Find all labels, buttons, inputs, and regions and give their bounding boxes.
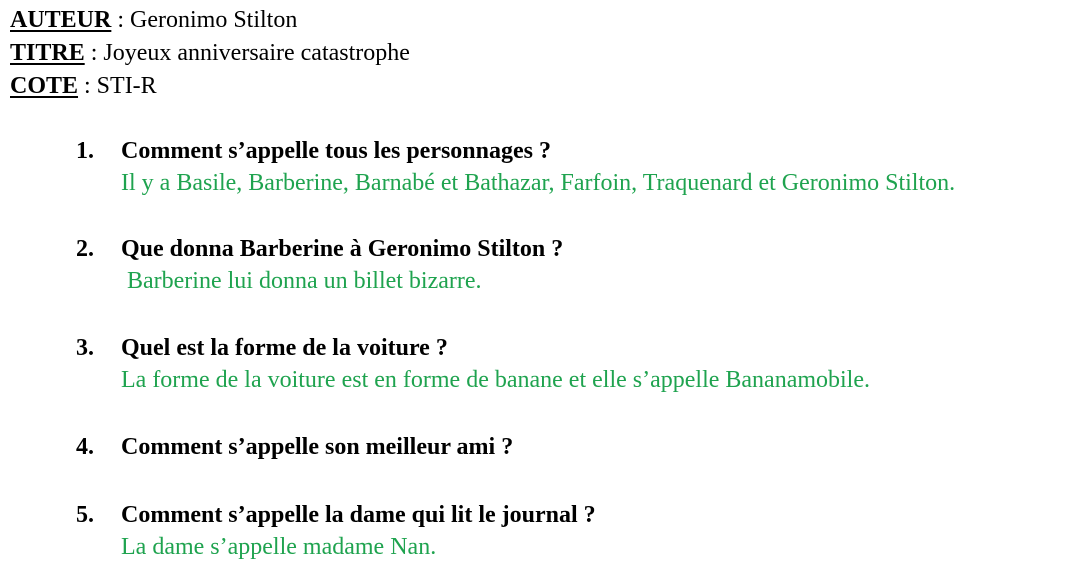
cote-value: : STI-R [78,73,157,99]
title-row [10,37,410,70]
title-label: TITRE [10,40,85,66]
question-number: 3. [76,335,94,361]
title-value: : Joyeux anniversaire catastrophe [84,40,410,66]
answer-text: La forme de la voiture est en forme de banane et elle s’appelle Bananamobile. [121,367,871,393]
author-value: : Geronimo Stilton [111,7,298,33]
question-number: 4. [76,434,94,460]
question-text: Comment s’appelle la dame qui lit le journal ? [121,502,596,528]
question-number: 2. [76,236,94,262]
question-text: Que donna Barberine à Geronimo Stilton ? [121,236,564,262]
answer-text: La dame s’appelle madame Nan. [121,534,437,560]
author-label: AUTEUR [10,7,112,33]
question-number: 5. [76,502,94,528]
question-number: 1. [76,138,94,164]
question-text: Comment s’appelle son meilleur ami ? [121,434,514,460]
author-row [10,4,410,37]
book-info-header [10,4,410,103]
question-text: Comment s’appelle tous les personnages ? [121,138,551,164]
question-text: Quel est la forme de la voiture ? [121,335,448,361]
cote-label: COTE [10,73,79,99]
cote-row [10,70,410,103]
answer-text: Barberine lui donna un billet bizarre. [127,268,482,294]
answer-text: Il y a Basile, Barberine, Barnabé et Bathazar, Farfoin, Traquenard et Geronimo Stilton. [121,170,956,196]
